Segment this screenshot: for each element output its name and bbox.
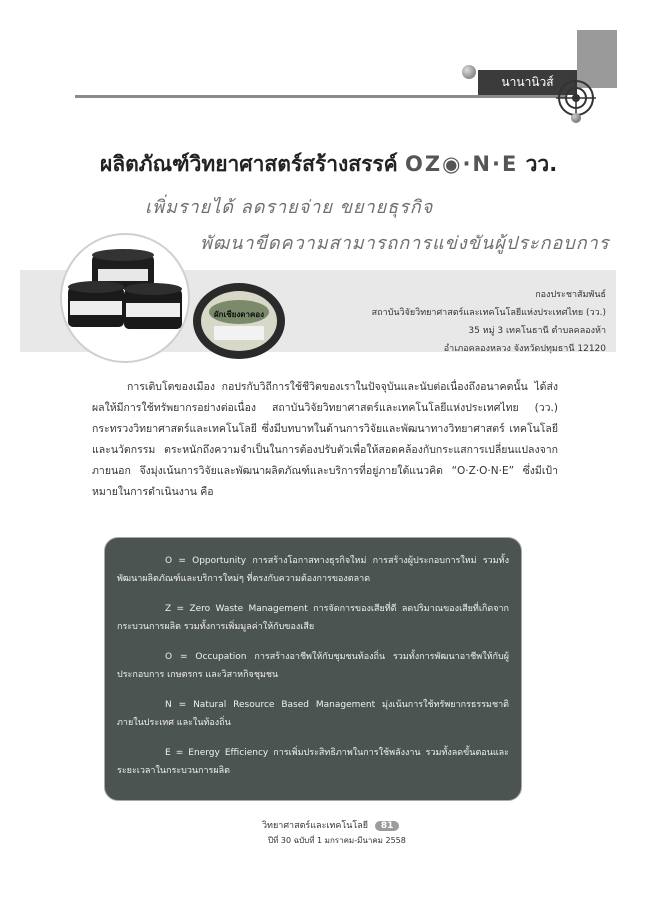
footer-issue: ปีที่ 30 ฉบับที่ 1 มกราคม-มีนาคม 2558 xyxy=(268,836,406,845)
body-text xyxy=(92,377,558,503)
ozone-item-o-opportunity: O = Opportunity การสร้างโอกาสทางธุรกิจใหม่ การสร้างผู้ประกอบการใหม่ รวมทั้งพัฒนาผลิตภัณฑ์และบริการใหม่ๆ ที่ตรงกับความต้องการของตลาด xyxy=(117,556,509,584)
body-paragraph: การเติบโตของเมือง กอปรกับวิถีการใช้ชีวิตของเราในปัจจุบันและนับต่อเนื่องถึงอนาคตนั้น ได้ส่งผลให้มีการใช้ทรัพยากรอย่างต่อเนื่อง สถาบันวิจัยวิทยาศาสตร์และเทคโนโลยีแห่งประเทศไทย (วว.) กระทรวงวิทยาศาสตร์และเทคโนโลยี ซึ่งมีบทบาทในด้านการวิจัยและพัฒนาทางวิทยาศาสตร์ เทคโนโลยีและนวัตกรรม ตระหนักถึงความจำเป็นในการต้องปรับตัวเพื่อให้สอดคล้องกับกระแสการเปลี่ยนแปลงจากภายนอก จึงมุ่งเน้นการวิจัยและพัฒนาผลิตภัณฑ์และบริการที่อยู่ภายใต้แนวคิด “O·Z·O·N·E” ซึ่งมีเป้าหมายในการดำเนินงาน คือ xyxy=(92,381,558,498)
ozone-item-o-occupation: O = Occupation การสร้างอาชีพให้กับชุมชนท้องถิ่น รวมทั้งการพัฒนาอาชีพให้กับผู้ประกอบการ เกษตรกร และวิสาหกิจชุมชน xyxy=(117,652,509,680)
subtitle-2: พัฒนาขีดความสามารถการแข่งขันผู้ประกอบการ xyxy=(200,233,610,254)
ozone-item-e-energy: E = Energy Efficiency การเพิ่มประสิทธิภาพในการใช้พลังงาน รวมทั้งลดขั้นตอนและระยะเวลาในกระบวนการผลิต xyxy=(117,748,509,776)
header-small-ball-ornament xyxy=(571,113,581,123)
author-line-1: กองประชาสัมพันธ์ xyxy=(535,290,606,300)
article-title xyxy=(100,148,557,181)
product-jars-image xyxy=(60,233,190,363)
product-lid-illustration xyxy=(192,282,286,360)
ozone-item-z-zero-waste: Z = Zero Waste Management การจัดการของเสียที่ดี ลดปริมาณของเสียที่เกิดจากกระบวนการผลิต รวมทั้งการเพิ่มมูลค่าให้กับของเสีย xyxy=(117,604,509,632)
ozone-definition-box xyxy=(104,537,522,801)
author-line-4: อำเภอคลองหลวง จังหวัดปทุมธานี 12120 xyxy=(443,344,606,354)
magazine-name: วิทยาศาสตร์และเทคโนโลยี xyxy=(262,821,369,831)
title-suffix: วว. xyxy=(525,152,558,176)
section-tab: นานานิวส์ xyxy=(478,70,577,95)
author-line-3: 35 หมู่ 3 เทคโนธานี ตำบลคลองห้า xyxy=(468,326,606,336)
title-text: ผลิตภัณฑ์วิทยาศาสตร์สร้างสรรค์ xyxy=(100,152,398,176)
author-info xyxy=(372,286,606,358)
page-number: 81 xyxy=(375,821,400,831)
lid-label: ผักเชียงดาคอง xyxy=(213,310,265,319)
header-rule xyxy=(75,95,565,98)
author-line-2: สถาบันวิจัยวิทยาศาสตร์และเทคโนโลยีแห่งประเทศไทย (วว.) xyxy=(371,308,606,318)
product-lid-image xyxy=(192,282,286,360)
header-ball-ornament xyxy=(462,65,476,79)
ozone-item-n-natural-resource: N = Natural Resource Based Management มุ่งเน้นการใช้ทรัพยากรธรรมชาติภายในประเทศ และในท้องถิ่น xyxy=(117,700,509,728)
ozone-brand: OZ◉·N·E xyxy=(405,152,519,176)
product-jars-illustration xyxy=(62,235,188,361)
subtitle-1: เพิ่มรายได้ ลดรายจ่าย ขยายธุรกิจ xyxy=(145,197,434,218)
target-ornament-icon xyxy=(556,78,596,118)
footer-magazine xyxy=(262,818,399,832)
